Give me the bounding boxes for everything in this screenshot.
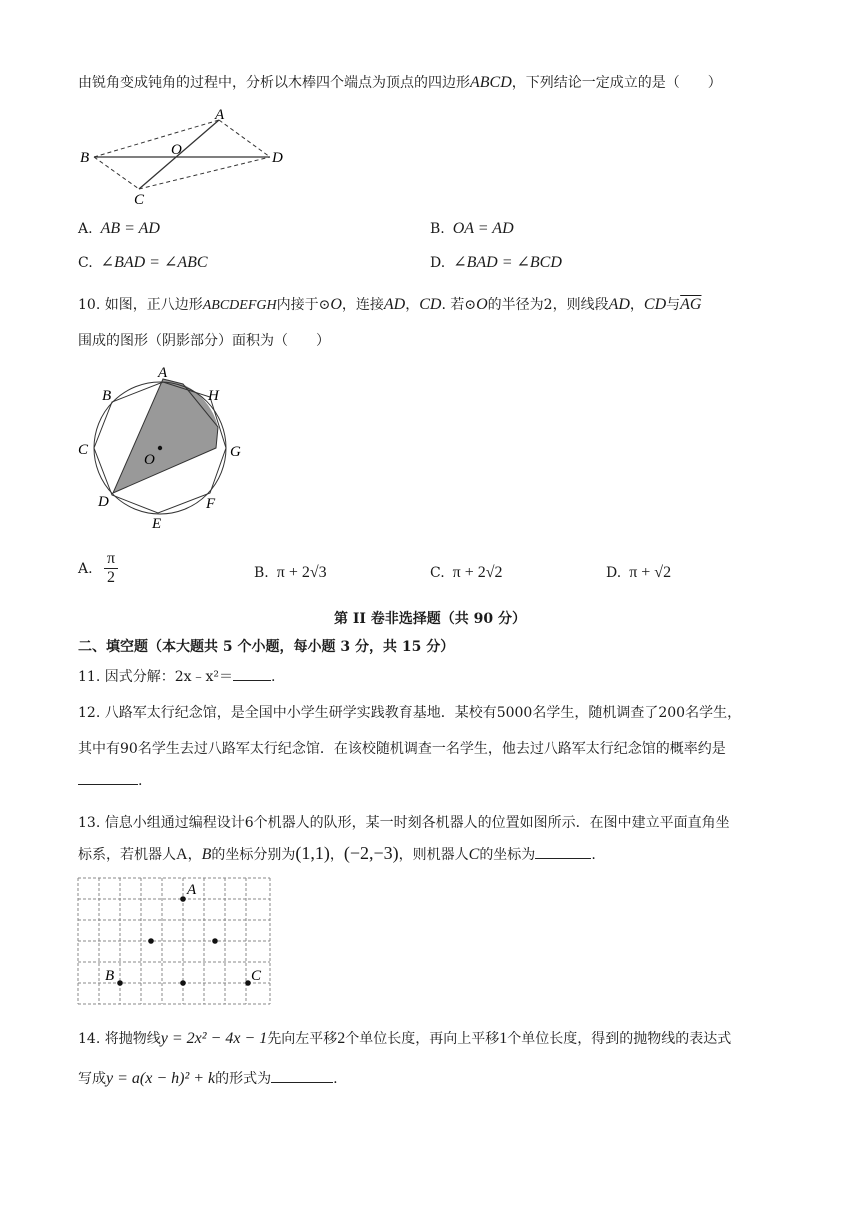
q10-figure — [76, 362, 256, 532]
q14-answer-blank[interactable] — [271, 1068, 333, 1083]
q10-stem-line2: 围成的图形（阴影部分）面积为（ ） — [78, 333, 330, 349]
q11: 11. 因式分解：2x﹣x²＝ . — [78, 666, 275, 688]
q14-line1: 14. 将抛物线y = 2x² − 4x − 1先向左平移2个单位长度，再向上平移1个单位长度，得到的抛物线的表达式 — [78, 1030, 732, 1047]
q9-stem-math: ABCD — [470, 74, 512, 91]
q10-label-h: H — [208, 388, 219, 404]
q13-line1: 13. 信息小组通过编程设计6个机器人的队形，某一时刻各机器人的位置如图所示．在图中建立平面直角坐 — [78, 815, 730, 831]
q9-option-c[interactable]: C. ∠BAD = ∠ABC — [78, 254, 208, 271]
q13-label-a: A — [187, 882, 197, 898]
q9-option-a[interactable]: A. AB = AD — [78, 220, 160, 237]
q9-edge-cd — [139, 157, 270, 189]
q9-label-o: O — [171, 142, 182, 158]
q9-option-b[interactable]: B. OA = AD — [430, 220, 514, 237]
q10-label-d: D — [98, 494, 109, 510]
q13-label-c: C — [251, 968, 262, 984]
q10-label-c: C — [78, 442, 89, 458]
q10-option-a[interactable]: A. π 2 — [78, 558, 93, 580]
q14-line2: 写成y = a(x − h)² + k的形式为 . — [78, 1070, 338, 1087]
q13-line2: 标系，若机器人A，B的坐标分别为(1,1)，(−2,−3)，则机器人C的坐标为 . — [78, 843, 596, 863]
q9-label-d: D — [272, 150, 283, 166]
q13-robot-bottom-mid — [180, 980, 186, 986]
q12-answer-blank[interactable] — [78, 770, 138, 785]
q13-label-b: B — [105, 968, 115, 984]
q10-option-d[interactable]: D. π + √2 — [606, 564, 672, 581]
q13-answer-blank[interactable] — [535, 844, 591, 859]
q13-robot-a — [180, 896, 186, 902]
q12-line3: . — [78, 770, 142, 792]
q9-stem: 由锐角变成钝角的过程中，分析以木棒四个端点为顶点的四边形ABCD，下列结论一定成立的是（ ） — [78, 74, 722, 91]
q10-option-a-fraction: π 2 — [104, 550, 118, 587]
q10-label-g: G — [230, 444, 241, 460]
q13-grid-lines — [78, 878, 270, 1004]
q9-label-c: C — [134, 192, 145, 208]
q10-label-e: E — [152, 516, 162, 532]
q9-edge-ba — [94, 120, 219, 157]
q12-line1: 12. 八路军太行纪念馆，是全国中小学生研学实践教育基地．某校有5000名学生，随机调查了200名学生， — [78, 705, 742, 721]
q10-label-f: F — [206, 496, 216, 512]
q13-robot-right — [212, 938, 218, 944]
q10-center-dot — [158, 446, 162, 450]
q10-label-a: A — [158, 365, 168, 381]
part2-title: 第 II 卷非选择题（共 90 分） — [333, 611, 527, 627]
q10-option-c[interactable]: C. π + 2√2 — [430, 564, 503, 581]
q10-arc-ag: $\overline{AG}$ — [680, 296, 702, 313]
q9-label-b: B — [80, 150, 90, 166]
q10-label-o: O — [144, 452, 155, 468]
q11-answer-blank[interactable] — [233, 666, 271, 681]
q10-stem-line1: 10. 如图，正八边形ABCDEFGH内接于⊙O，连接AD，CD. 若⊙O的半径为2，则线段AD，CD与$\overline{AG}$ — [78, 296, 702, 313]
q10-option-b[interactable]: B. π + 2√3 — [254, 564, 327, 581]
q9-figure — [76, 104, 296, 212]
q9-edge-bc — [94, 157, 139, 189]
q13-robot-b — [117, 980, 123, 986]
q13-grid-figure — [76, 876, 272, 1006]
q9-option-d[interactable]: D. ∠BAD = ∠BCD — [430, 254, 562, 271]
q12-line2: 其中有90名学生去过八路军太行纪念馆．在该校随机调查一名学生，他去过八路军太行纪念馆的概率约是 — [78, 741, 726, 757]
q10-label-b: B — [102, 388, 112, 404]
q9-edge-ad — [219, 120, 270, 157]
q13-robot-left — [148, 938, 154, 944]
q13-robot-c — [245, 980, 251, 986]
q9-label-a: A — [215, 107, 225, 123]
section2-title: 二、填空题（本大题共 5 个小题，每小题 3 分，共 15 分） — [78, 639, 455, 655]
